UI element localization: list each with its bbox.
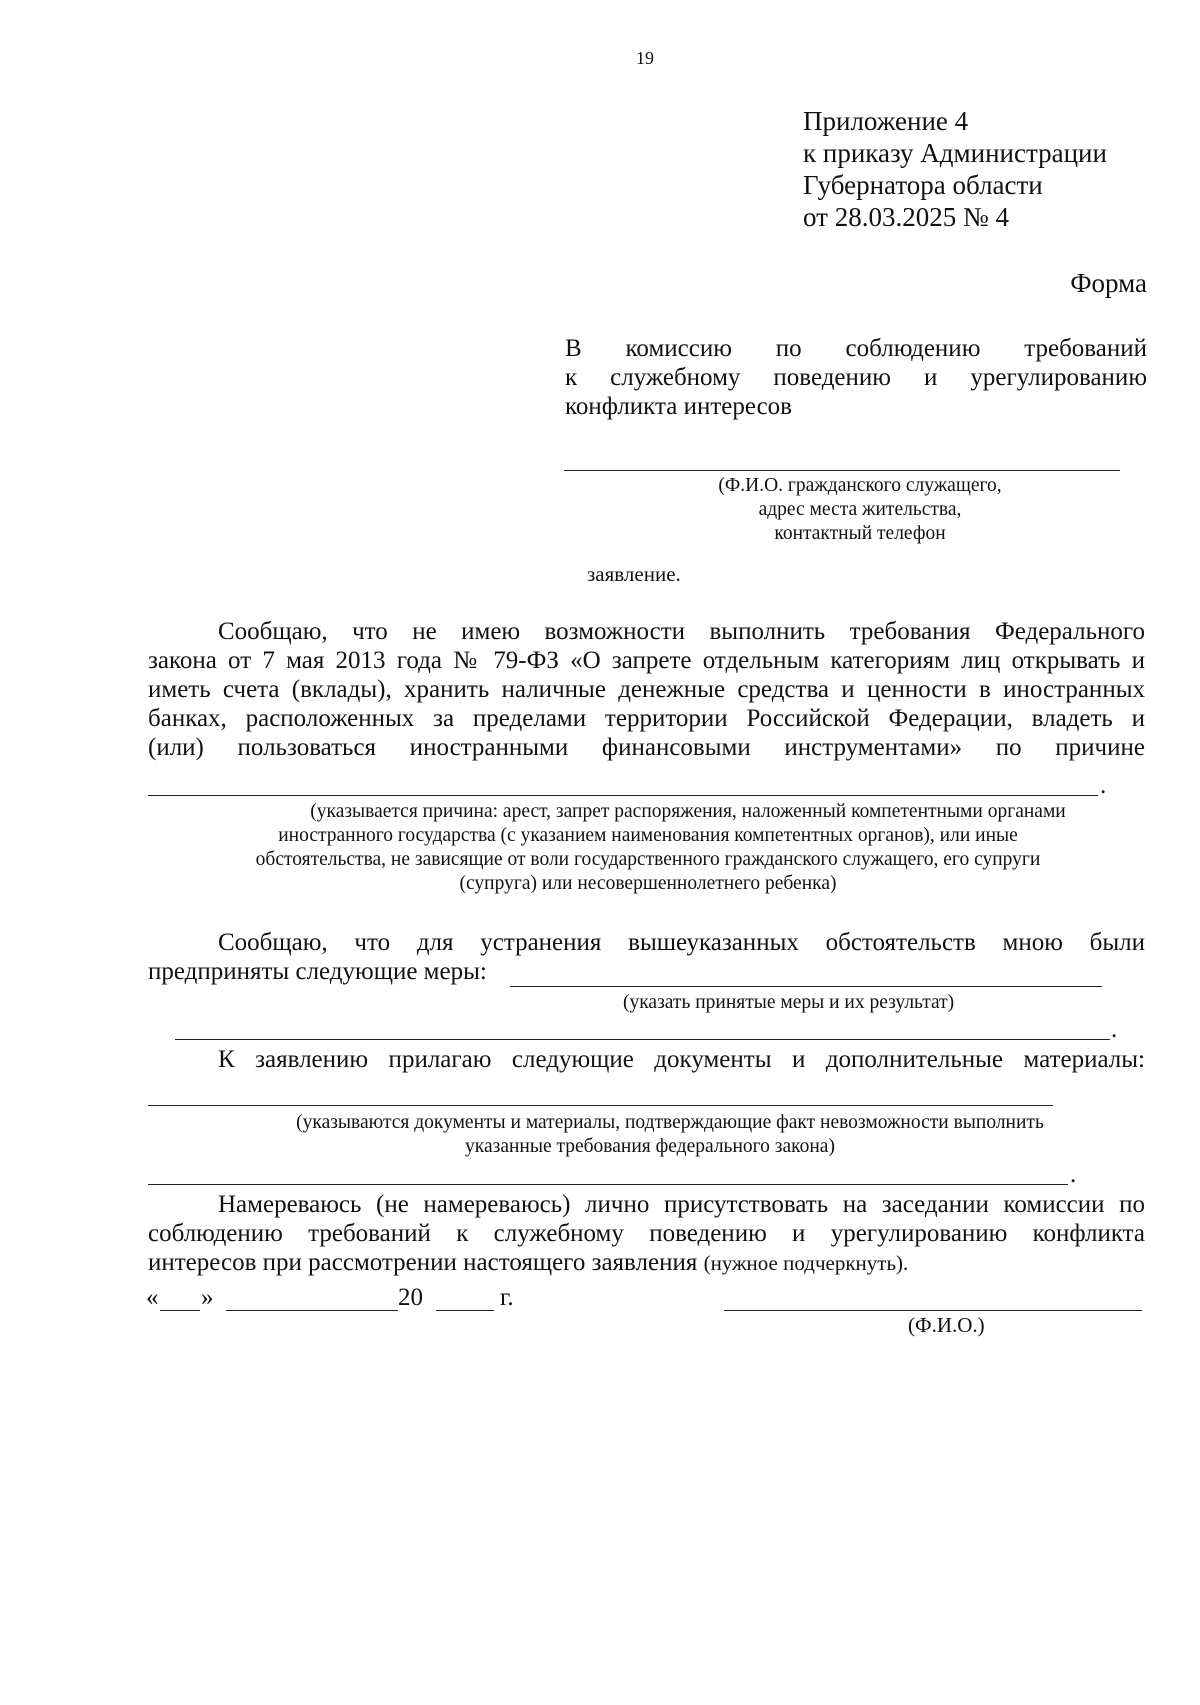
reason-hint-line-3: обстоятельства, не зависящие от воли государственного гражданского служащего, его супруги — [255, 849, 1041, 870]
addressee-block — [565, 334, 1147, 421]
measures-end-mark: . — [1111, 1016, 1118, 1043]
appendix-date-number: от 28.03.2025 № 4 — [803, 202, 1009, 232]
reason-hint — [148, 800, 1148, 896]
date-month-input[interactable] — [226, 1310, 398, 1311]
document-type: заявление. — [587, 562, 681, 586]
attachments-hint-line-1: (указываются документы и материалы, подтверждающие факт невозможности выполнить — [296, 1112, 1044, 1133]
signature-name-input[interactable] — [724, 1310, 1142, 1311]
paragraph-4-line-3 — [148, 1248, 1145, 1278]
attachments-input-line-2[interactable] — [148, 1184, 1068, 1185]
addressee-line-1: В комиссию по соблюдению требований — [565, 335, 1147, 362]
form-label: Форма — [1070, 268, 1147, 298]
paragraph-2-line-1: Сообщаю, что для устранения вышеуказанных обстоятельств мною были — [218, 929, 1145, 956]
reason-hint-line-4: (супруга) или несовершеннолетнего ребенка) — [459, 873, 837, 894]
appendix-order-ref: к приказу Администрации — [803, 138, 1107, 168]
paragraph-4-line-2: соблюдению требований к служебному поведению и урегулированию конфликта — [148, 1220, 1145, 1247]
paragraph-1-line-1: Сообщаю, что не имею возможности выполнить требования Федерального — [218, 618, 1145, 645]
paragraph-4-note: (нужное подчеркнуть). — [703, 1251, 909, 1275]
attachments-hint-line-2: указанные требования федерального закона) — [465, 1136, 835, 1157]
paragraph-2 — [148, 928, 1145, 986]
paragraph-4-line-1: Намереваюсь (не намереваюсь) лично присутствовать на заседании комиссии по — [218, 1191, 1145, 1218]
paragraph-3 — [148, 1045, 1145, 1074]
date-quote-close: » — [201, 1284, 214, 1311]
addressee-line-3: конфликта интересов — [565, 393, 792, 420]
measures-input-line-2[interactable] — [175, 1039, 1110, 1040]
appendix-header — [803, 105, 1107, 233]
paragraph-4-line-3-main: интересов при рассмотрении настоящего заявления — [148, 1249, 698, 1276]
signature-name-hint: (Ф.И.О.) — [908, 1313, 985, 1337]
applicant-hint — [620, 474, 1100, 546]
paragraph-1-line-5: (или) пользоваться иностранными финансовыми инструментами» по причине — [148, 734, 1145, 761]
addressee-line-2: к служебному поведению и урегулированию — [565, 364, 1147, 391]
measures-hint: (указать принятые меры и их результат) — [623, 992, 955, 1013]
date-year-suffix: г. — [500, 1284, 514, 1311]
date-day-input[interactable] — [160, 1310, 200, 1311]
applicant-hint-line-1: (Ф.И.О. гражданского служащего, — [718, 475, 1002, 496]
date-quote-open: « — [146, 1284, 159, 1311]
applicant-hint-line-3: контактный телефон — [774, 523, 946, 544]
reason-hint-line-2: иностранного государства (с указанием наименования компетентных органов), или иные — [278, 825, 1018, 846]
page-number: 19 — [636, 48, 654, 68]
measures-input-line[interactable] — [510, 986, 1102, 987]
paragraph-1 — [148, 617, 1145, 762]
attachments-input-line[interactable] — [148, 1105, 1053, 1106]
attachments-end-mark: . — [1070, 1161, 1077, 1188]
paragraph-4 — [148, 1190, 1145, 1278]
applicant-hint-line-2: адрес места жительства, — [758, 499, 962, 520]
paragraph-3-line-1: К заявлению прилагаю следующие документы и дополнительные материалы: — [218, 1046, 1145, 1073]
paragraph-1-line-4: банках, расположенных за пределами территории Российской Федерации, владеть и — [148, 705, 1145, 732]
reason-hint-line-1: (указывается причина: арест, запрет распоряжения, наложенный компетентными органами — [310, 801, 1066, 822]
paragraph-1-line-2: закона от 7 мая 2013 года № 79-ФЗ «О запрете отдельным категориям лиц открывать и — [148, 647, 1145, 674]
date-year-input[interactable] — [436, 1310, 494, 1311]
appendix-title: Приложение 4 — [803, 106, 969, 136]
attachments-hint — [200, 1111, 1140, 1159]
paragraph-1-line-3: иметь счета (вклады), хранить наличные денежные средства и ценности в иностранных — [148, 676, 1145, 703]
paragraph-2-line-2: предприняты следующие меры: — [148, 958, 487, 985]
appendix-authority: Губернатора области — [803, 170, 1043, 200]
date-year-prefix: 20 — [398, 1284, 423, 1311]
reason-input-line[interactable] — [148, 795, 1098, 796]
applicant-name-line[interactable] — [564, 470, 1120, 471]
reason-end-mark: . — [1100, 772, 1107, 799]
